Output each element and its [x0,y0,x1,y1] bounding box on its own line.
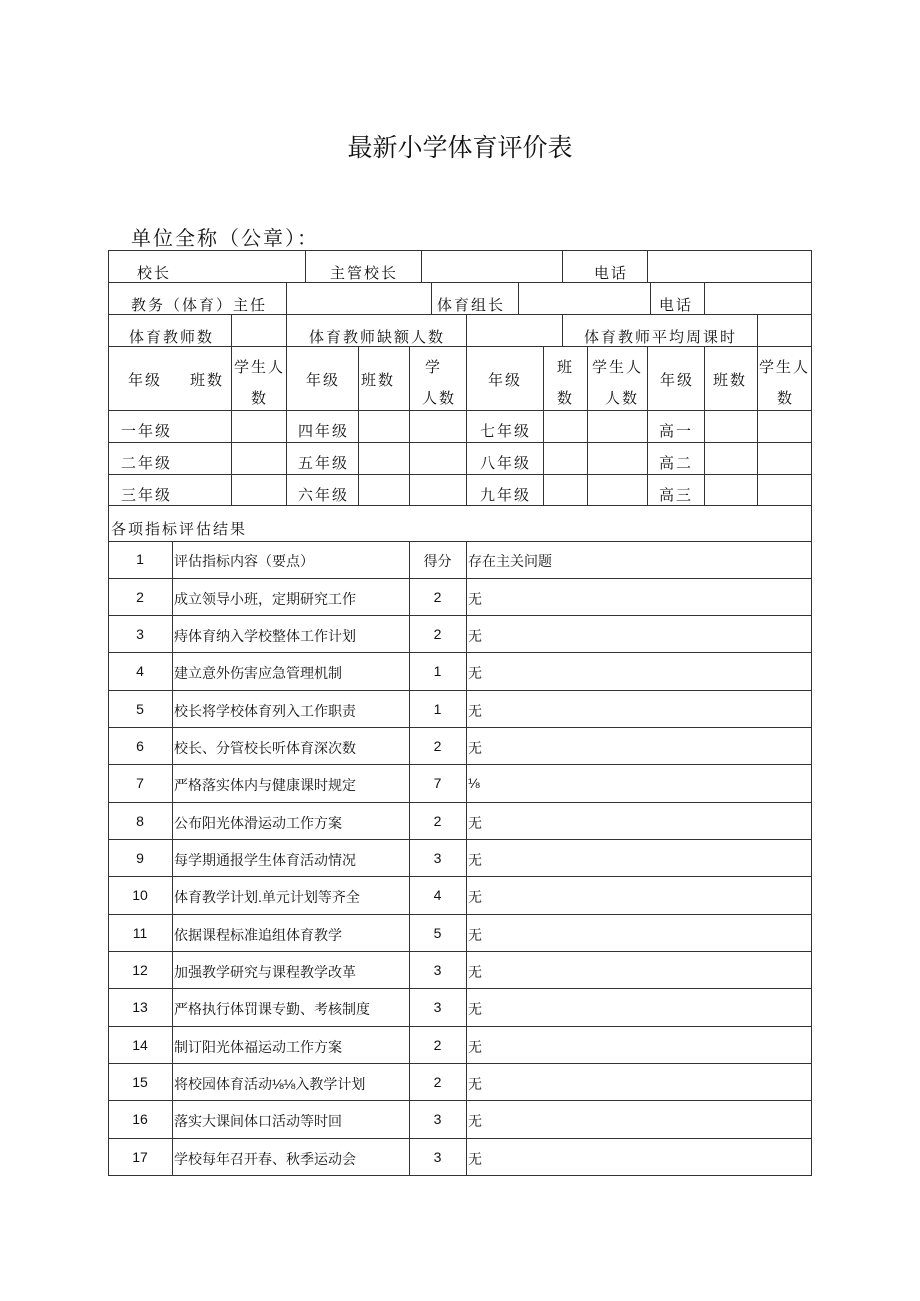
eval-row-score: 3 [433,1149,442,1165]
eval-row-no: 9 [136,850,144,866]
eval-row-issue: 无 [468,1039,482,1055]
students-header-line2: 人数 [422,389,457,407]
eval-row-score: 2 [433,626,442,642]
classes-header-line1: 班 [557,358,575,376]
eval-row-no: 7 [136,775,144,791]
eval-row-content: 严格执行体罚课专勤、考核制度 [174,1001,370,1017]
eval-row-no: 16 [132,1111,148,1127]
grade-cell: 一年级 [121,422,173,440]
eval-row-no: 8 [136,813,144,829]
eval-row-issue: ⅛ [468,775,480,791]
grade-cell: 七年级 [480,422,532,440]
eval-row-issue: 无 [468,815,482,831]
eval-header-issues: 存在主关问题 [468,553,552,569]
pe-teacher-shortage-label: 体育教师缺额人数 [309,328,446,346]
eval-row-content: 建立意外伤害应急管理机制 [174,665,342,681]
eval-header-content: 评估指标内容（要点） [174,553,314,569]
eval-row-no: 3 [136,626,144,642]
grade-cell: 高三 [659,486,694,504]
eval-row-issue: 无 [468,927,482,943]
eval-row-issue: 无 [468,889,482,905]
eval-row-content: 落实大课间体口活动等时回 [174,1113,342,1129]
students-header-line2: 人数 [605,389,640,407]
eval-row-issue: 无 [468,964,482,980]
eval-row-content: 体育教学计划.单元计划等齐全 [174,889,360,905]
eval-row-content: 每学期通报学生体育活动情况 [174,852,356,868]
students-header-line2: 数 [251,389,269,407]
eval-row-no: 4 [136,663,144,679]
eval-row-content: 学校每年召开春、秋季运动会 [174,1151,356,1167]
eval-row-content: 严格落实体内与健康课时规定 [174,777,356,793]
grade-header: 年级 [488,371,523,389]
eval-row-issue: 无 [468,1001,482,1017]
eval-row-no: 6 [136,738,144,754]
grade-cell: 四年级 [298,422,350,440]
eval-header-score: 得分 [423,553,452,569]
eval-row-issue: 无 [468,628,482,644]
pe-group-leader-label: 体育组长 [437,296,506,314]
eval-row-score: 2 [433,1037,442,1053]
classes-header-line2: 数 [557,389,575,407]
eval-row-no: 2 [136,589,144,605]
eval-row-score: 3 [433,999,442,1015]
phone-label-2: 电话 [659,296,694,314]
eval-row-content: 加强教学研究与课程教学改革 [174,964,356,980]
eval-row-score: 4 [433,887,442,903]
pe-weekly-hours-label: 体育教师平均周课时 [584,328,738,346]
affairs-director-label: 教务（体育）主任 [131,296,268,314]
eval-header-no: 1 [136,551,144,567]
eval-row-score: 2 [433,1074,442,1090]
eval-row-score: 5 [433,925,442,941]
eval-row-issue: 无 [468,1151,482,1167]
classes-header: 班数 [190,371,225,389]
eval-row-content: 将校园体育活动⅛⅛入教学计划 [174,1076,366,1092]
eval-row-score: 2 [433,589,442,605]
pe-teacher-count-label: 体育教师数 [129,328,215,346]
page-title: 最新小学体育评价表 [347,133,573,162]
students-header-line2: 数 [777,389,795,407]
eval-row-issue: 无 [468,740,482,756]
eval-row-score: 3 [433,962,442,978]
students-header-line1: 学生人 [759,358,811,376]
classes-header: 班数 [361,371,396,389]
eval-row-content: 制订阳光体福运动工作方案 [174,1039,342,1055]
grade-cell: 高二 [659,454,694,472]
eval-row-score: 1 [433,701,442,717]
principal-label: 校长 [137,264,172,282]
eval-row-issue: 无 [468,703,482,719]
eval-row-issue: 无 [468,665,482,681]
eval-row-issue: 无 [468,591,482,607]
eval-row-no: 11 [132,925,148,941]
eval-row-score: 3 [433,1111,442,1127]
eval-row-score: 7 [433,775,442,791]
eval-row-score: 3 [433,850,442,866]
unit-name-label: 单位全称（公章）： [131,226,319,250]
eval-row-no: 17 [132,1149,148,1165]
classes-header: 班数 [713,371,748,389]
eval-row-no: 14 [132,1037,148,1053]
eval-section-label: 各项指标评估结果 [111,520,248,538]
students-header-line1: 学 [425,358,443,376]
eval-row-content: 成立领导小班，定期研究工作 [174,591,356,607]
eval-row-score: 1 [433,663,442,679]
students-header-line1: 学生人 [592,358,644,376]
grade-cell: 八年级 [480,454,532,472]
grade-header: 年级 [306,371,341,389]
grade-cell: 高一 [659,422,694,440]
grade-cell: 五年级 [298,454,350,472]
eval-row-issue: 无 [468,852,482,868]
grade-cell: 三年级 [121,486,173,504]
students-header-line1: 学生人 [234,358,286,376]
eval-row-no: 12 [132,962,148,978]
eval-row-issue: 无 [468,1113,482,1129]
eval-row-no: 13 [132,999,148,1015]
grade-header: 年级 [128,371,163,389]
eval-row-no: 5 [136,701,144,717]
eval-row-content: 校长将学校体育列入工作职责 [174,703,356,719]
eval-row-content: 校长、分管校长听体育深次数 [174,740,356,756]
grade-cell: 九年级 [480,486,532,504]
grade-cell: 二年级 [121,454,173,472]
eval-row-content: 依据课程标准追组体育教学 [174,927,342,943]
eval-row-score: 2 [433,813,442,829]
grade-cell: 六年级 [298,486,350,504]
supervisor-label: 主管校长 [330,264,399,282]
grade-header: 年级 [660,371,695,389]
eval-row-content: 公布阳光体滑运动工作方案 [174,815,342,831]
eval-row-issue: 无 [468,1076,482,1092]
phone-label: 电话 [594,264,629,282]
eval-row-content: 痔体育纳入学校整体工作计划 [174,628,356,644]
eval-row-no: 15 [132,1074,148,1090]
eval-row-no: 10 [132,887,148,903]
eval-row-score: 2 [433,738,442,754]
